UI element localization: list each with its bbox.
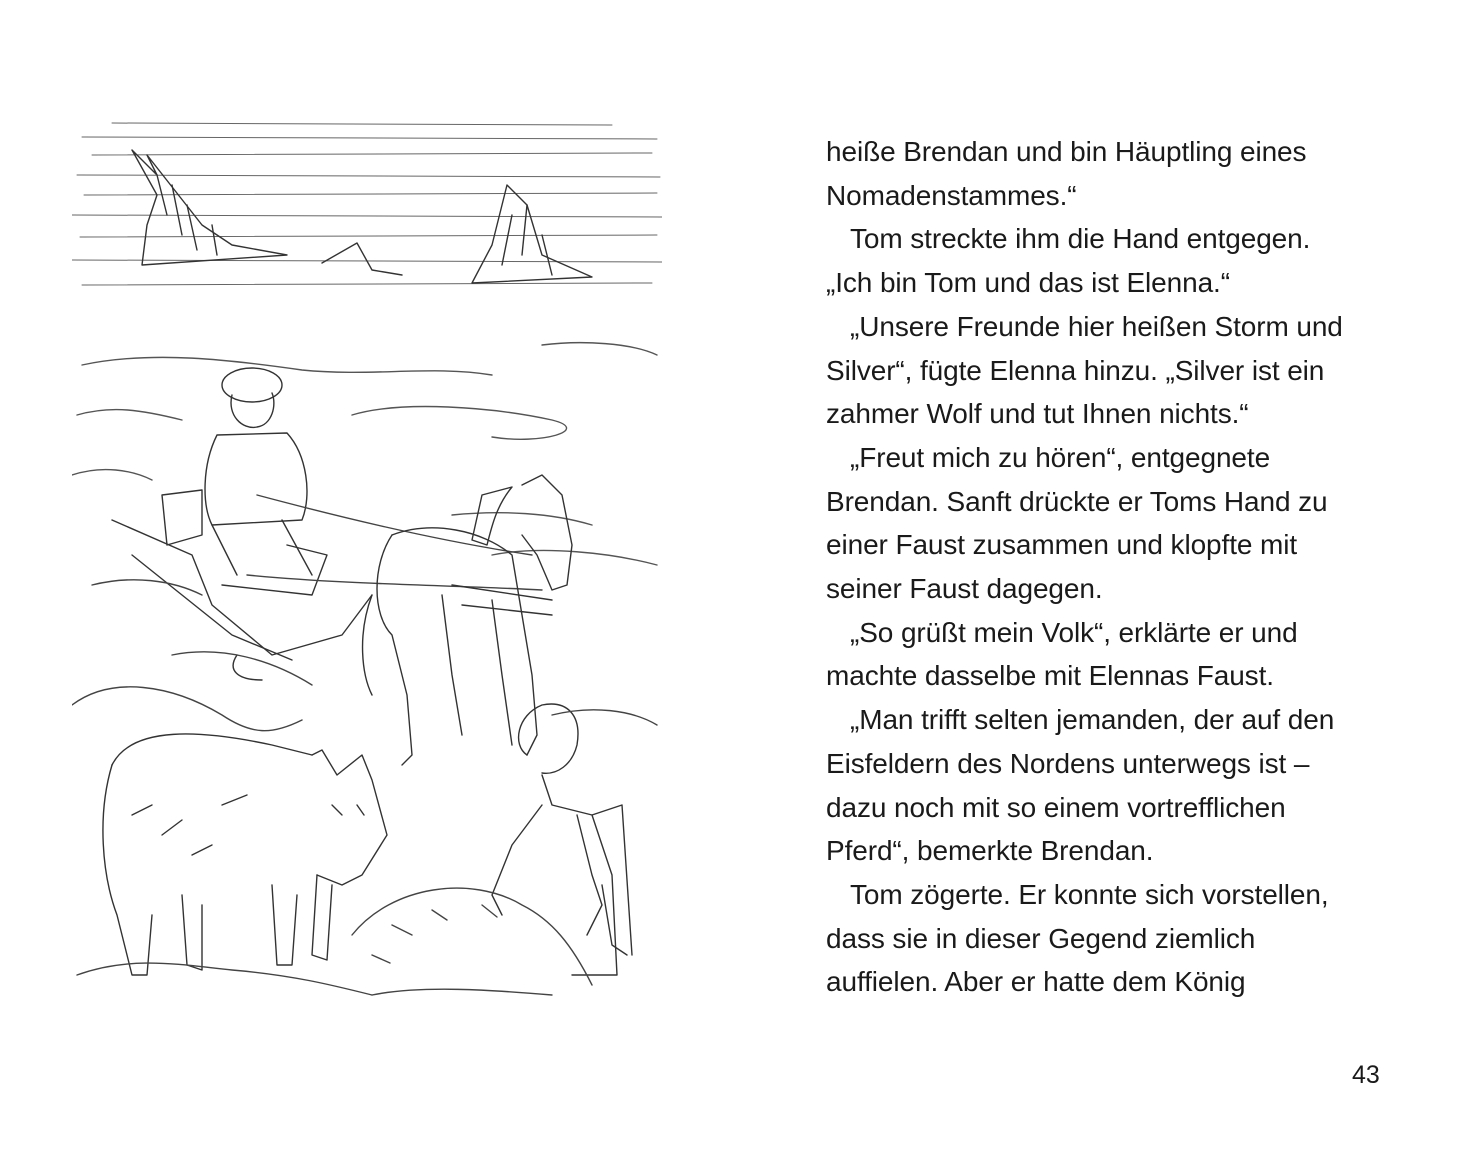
boy bbox=[492, 704, 632, 975]
text-line: Nomadenstammes.“ bbox=[826, 179, 1077, 211]
illustration bbox=[72, 115, 662, 1005]
horse bbox=[363, 475, 572, 765]
text-line: machte dasselbe mit Elennas Faust. bbox=[826, 660, 1274, 692]
snow-drifts bbox=[72, 580, 657, 995]
sled-driver bbox=[112, 368, 372, 680]
text-line: Pferd“, bemerkte Brendan. bbox=[826, 835, 1154, 867]
text-line: heiße Brendan und bin Häuptling eines bbox=[826, 136, 1307, 167]
text-line: „Man trifft selten jemanden, der auf den bbox=[850, 704, 1335, 736]
text-line: dazu noch mit so einem vortrefflichen bbox=[826, 791, 1286, 823]
page-number: 43 bbox=[1352, 1061, 1380, 1089]
text-line: Tom streckte ihm die Hand entgegen. bbox=[850, 223, 1311, 255]
body-text bbox=[826, 130, 1386, 1004]
text-line: „Freut mich zu hören“, entgegnete bbox=[850, 441, 1271, 473]
illustration-drawing bbox=[72, 115, 662, 1005]
text-line: auffielen. Aber er hatte dem König bbox=[826, 966, 1246, 998]
wolf bbox=[103, 734, 387, 975]
text-line: Eisfeldern des Nordens unterwegs ist – bbox=[826, 747, 1310, 779]
text-line: „Ich bin Tom und das ist Elenna.“ bbox=[826, 267, 1230, 299]
text-line: dass sie in dieser Gegend ziemlich bbox=[826, 922, 1256, 954]
text-line: einer Faust zusammen und klopfte mit bbox=[826, 529, 1298, 561]
text-line: „Unsere Freunde hier heißen Storm und bbox=[850, 310, 1343, 342]
text-line: Brendan. Sanft drückte er Toms Hand zu bbox=[826, 485, 1328, 517]
text-line: Silver“, fügte Elenna hinzu. „Silver ist ein bbox=[826, 354, 1325, 386]
text-line: seiner Faust dagegen. bbox=[826, 573, 1103, 605]
text-line: „So grüßt mein Volk“, erklärte er und bbox=[850, 616, 1298, 648]
text-line: zahmer Wolf und tut Ihnen nichts.“ bbox=[826, 398, 1249, 430]
text-line: Tom zögerte. Er konnte sich vorstellen, bbox=[850, 878, 1329, 910]
